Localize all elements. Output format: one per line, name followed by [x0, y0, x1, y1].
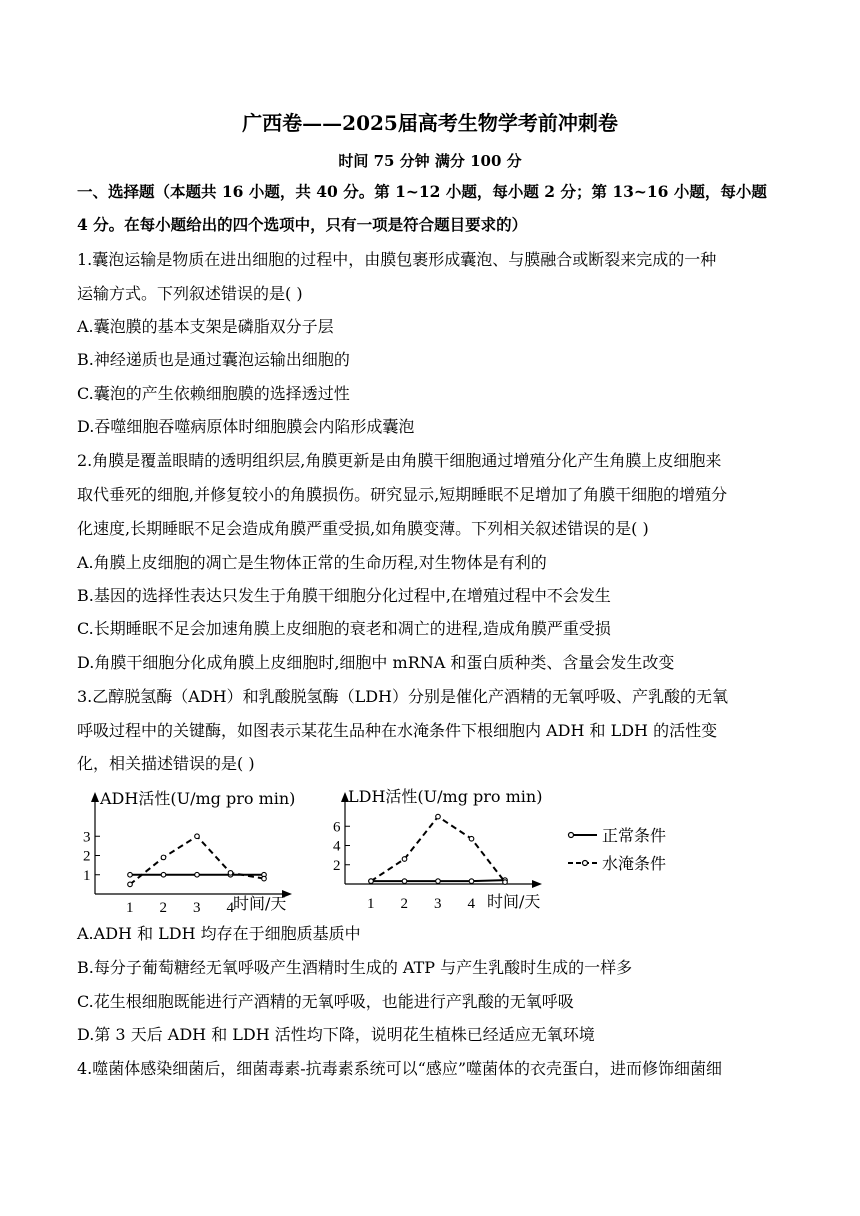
q3-figure: [0, 784, 860, 914]
q3-option-d: D.第 3 天后 ADH 和 LDH 活性均下降，说明花生植株已经适应无氧环境: [77, 1025, 595, 1044]
ldh-flood-point: [369, 879, 374, 884]
ldh-x-arrow: [532, 880, 542, 888]
legend-normal: [568, 826, 666, 845]
ldh-chart: [333, 787, 542, 912]
adh-flood-point: [128, 882, 133, 887]
exam-subtitle: 时间 75 分钟 满分 100 分: [338, 152, 522, 170]
adh-flood-point: [262, 876, 267, 881]
legend-flood: [568, 854, 666, 873]
ldh-normal-point: [436, 879, 441, 884]
legend: [568, 826, 666, 873]
adh-y-tick-label: 3: [83, 829, 91, 846]
adh-xlabel: 时间/天: [233, 894, 287, 913]
q2-option-d: D.角膜干细胞分化成角膜上皮细胞时,细胞中 mRNA 和蛋白质种类、含量会发生改变: [77, 653, 675, 672]
legend-normal-marker: [569, 833, 574, 838]
adh-x-tick-label: 1: [126, 900, 134, 914]
q3-option-b: B.每分子葡萄糖经无氧呼吸产生酒精时生成的 ATP 与产生乳酸时生成的一样多: [77, 958, 633, 977]
exam-title: 广西卷——2025届高考生物学考前冲刺卷: [242, 111, 618, 135]
adh-flood-point: [195, 834, 200, 839]
legend-flood-marker: [583, 861, 588, 866]
q2-option-b: B.基因的选择性表达只发生于角膜干细胞分化过程中,在增殖过程中不会发生: [77, 586, 611, 605]
q1-stem-line1: 1.囊泡运输是物质在进出细胞的过程中，由膜包裹形成囊泡、与膜融合或断裂来完成的一种: [77, 250, 717, 269]
ldh-flood-point: [436, 814, 441, 819]
q2-option-c: C.长期睡眠不足会加速角膜上皮细胞的衰老和凋亡的进程,造成角膜严重受损: [77, 619, 611, 638]
q2-stem-line2: 取代垂死的细胞,并修复较小的角膜损伤。研究显示,短期睡眠不足增加了角膜干细胞的增殖分: [77, 485, 728, 504]
q2-stem-line3: 化速度,长期睡眠不足会造成角膜严重受损,如角膜变薄。下列相关叙述错误的是( ): [77, 519, 649, 538]
ldh-normal-point: [402, 879, 407, 884]
adh-y-tick-label: 1: [83, 867, 91, 884]
q3-stem-line2: 呼吸过程中的关键酶，如图表示某花生品种在水淹条件下根细胞内 ADH 和 LDH 的活性变: [77, 721, 718, 740]
adh-x-tick-label: 3: [193, 900, 201, 914]
ldh-y-tick-label: 2: [333, 857, 341, 874]
section-heading-line2: 4 分。在每小题给出的四个选项中，只有一项是符合题目要求的）: [77, 215, 528, 234]
ldh-ylabel: LDH活性(U/mg pro min): [348, 787, 543, 806]
ldh-flood-line: [371, 817, 505, 882]
ldh-x-tick-label: 2: [400, 896, 408, 912]
ldh-x-tick-label: 4: [467, 896, 475, 912]
adh-normal-point: [161, 872, 166, 877]
q4-stem-line1: 4.噬菌体感染细菌后，细菌毒素-抗毒素系统可以“感应”噬菌体的衣壳蛋白，进而修饰细菌细: [77, 1059, 723, 1078]
ldh-y-tick-label: 4: [333, 838, 341, 855]
q1-option-d: D.吞噬细胞吞噬病原体时细胞膜会内陷形成囊泡: [77, 417, 415, 436]
q3-option-c: C.花生根细胞既能进行产酒精的无氧呼吸，也能进行产乳酸的无氧呼吸: [77, 992, 574, 1011]
q2-stem-line1: 2.角膜是覆盖眼睛的透明组织层,角膜更新是由角膜干细胞通过增殖分化产生角膜上皮细胞来: [77, 451, 722, 470]
q1-option-c: C.囊泡的产生依赖细胞膜的选择透过性: [77, 384, 350, 403]
ldh-flood-point: [402, 857, 407, 862]
q1-option-b: B.神经递质也是通过囊泡运输出细胞的: [77, 350, 350, 369]
ldh-y-tick-label: 6: [333, 819, 341, 836]
q3-option-a: A.ADH 和 LDH 均存在于细胞质基质中: [77, 924, 361, 943]
ldh-flood-point: [469, 836, 474, 841]
adh-ylabel: ADH活性(U/mg pro min): [100, 789, 296, 808]
adh-x-tick-label: 2: [159, 900, 167, 914]
adh-flood-point: [228, 871, 233, 876]
ldh-xlabel: 时间/天: [487, 892, 541, 911]
q1-option-a: A.囊泡膜的基本支架是磷脂双分子层: [77, 317, 334, 336]
q1-stem-line2: 运输方式。下列叙述错误的是( ): [77, 284, 303, 303]
legend-normal-label: 正常条件: [602, 826, 667, 845]
ldh-flood-point: [503, 880, 508, 885]
q2-option-a: A.角膜上皮细胞的凋亡是生物体正常的生命历程,对生物体是有利的: [77, 553, 547, 572]
ldh-x-tick-label: 1: [367, 896, 375, 912]
ldh-normal-point: [469, 879, 474, 884]
q3-stem-line1: 3.乙醇脱氢酶（ADH）和乳酸脱氢酶（LDH）分别是催化产酒精的无氧呼吸、产乳酸的无氧: [77, 687, 729, 706]
adh-y-tick-label: 2: [83, 848, 91, 865]
adh-chart: [83, 789, 295, 914]
adh-y-arrow: [91, 792, 99, 802]
adh-normal-point: [195, 872, 200, 877]
adh-normal-point: [128, 872, 133, 877]
legend-flood-label: 水淹条件: [602, 854, 667, 873]
q3-stem-line3: 化，相关描述错误的是( ): [77, 754, 255, 773]
adh-x-tick-label: 4: [226, 900, 234, 914]
adh-flood-point: [161, 855, 166, 860]
ldh-x-tick-label: 3: [434, 896, 442, 912]
section-heading-line1: 一、选择题（本题共 16 小题，共 40 分。第 1~12 小题，每小题 2 分；第 13~16 小题，每小题: [77, 182, 767, 201]
